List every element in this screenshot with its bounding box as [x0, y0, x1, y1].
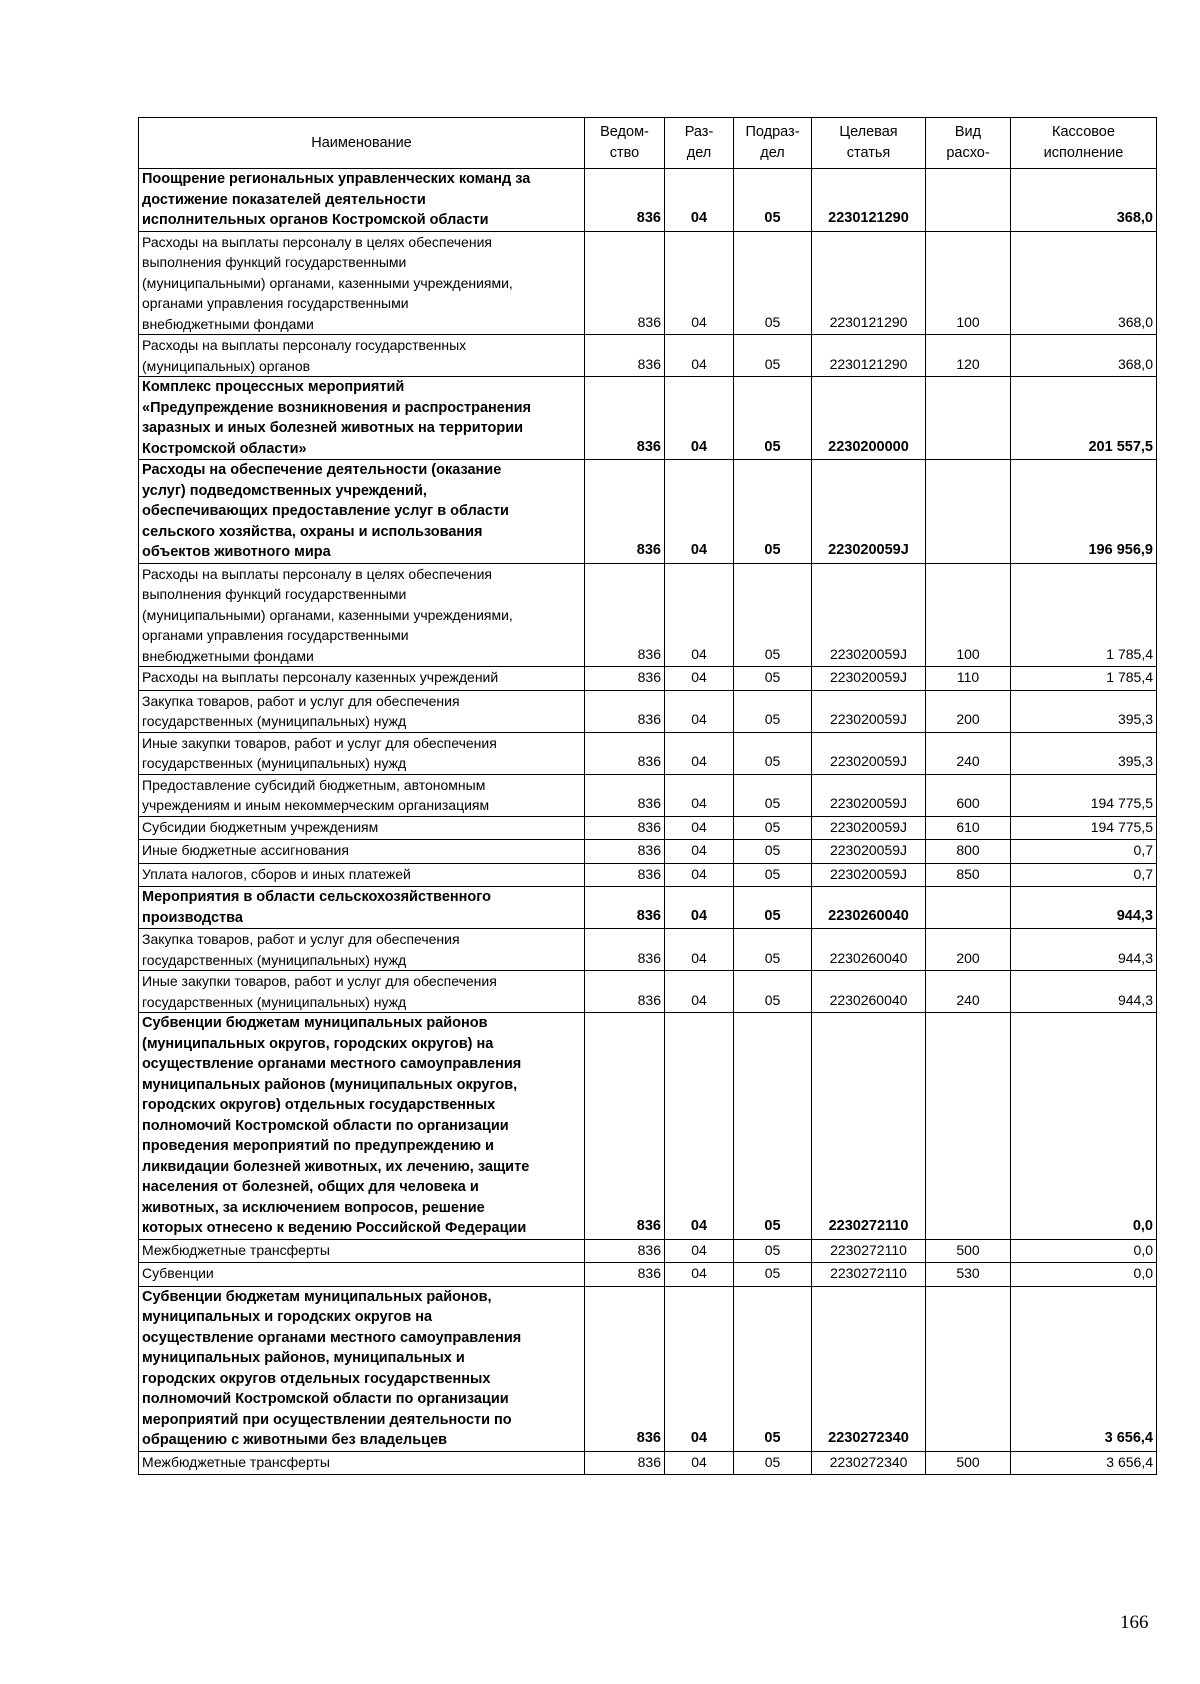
cell-name: Субсидии бюджетным учреждениям	[139, 816, 585, 840]
cell-vedomstvo: 836	[585, 887, 665, 929]
cell-vedomstvo: 836	[585, 971, 665, 1013]
cell-podrazdel: 05	[734, 1239, 812, 1263]
cell-vedomstvo: 836	[585, 169, 665, 232]
page-number: 166	[1120, 1612, 1149, 1633]
cell-celevaya-statya: 223020059J	[812, 816, 926, 840]
cell-podrazdel: 05	[734, 563, 812, 667]
cell-vid-rashodov	[926, 169, 1011, 232]
cell-vedomstvo: 836	[585, 840, 665, 864]
cell-podrazdel: 05	[734, 460, 812, 564]
cell-podrazdel: 05	[734, 774, 812, 816]
table-row	[139, 377, 1157, 460]
cell-celevaya-statya: 2230121290	[812, 335, 926, 377]
cell-name: Иные закупки товаров, работ и услуг для обеспечения государственных (муниципальных) нужд	[139, 971, 585, 1013]
cell-kassovoe-ispolnenie: 0,7	[1011, 863, 1157, 887]
cell-vedomstvo: 836	[585, 1013, 665, 1240]
cell-kassovoe-ispolnenie: 0,7	[1011, 840, 1157, 864]
cell-vedomstvo: 836	[585, 774, 665, 816]
table-row	[139, 1451, 1157, 1475]
cell-razdel: 04	[665, 887, 734, 929]
cell-vid-rashodov: 850	[926, 863, 1011, 887]
cell-podrazdel: 05	[734, 816, 812, 840]
cell-vid-rashodov: 110	[926, 667, 1011, 691]
cell-vid-rashodov	[926, 460, 1011, 564]
cell-name: Субвенции	[139, 1263, 585, 1287]
cell-vid-rashodov: 240	[926, 971, 1011, 1013]
cell-vid-rashodov: 200	[926, 929, 1011, 971]
cell-razdel: 04	[665, 667, 734, 691]
cell-podrazdel: 05	[734, 690, 812, 732]
cell-name: Расходы на выплаты персоналу государственных (муниципальных) органов	[139, 335, 585, 377]
table-row	[139, 887, 1157, 929]
cell-vedomstvo: 836	[585, 732, 665, 774]
table-row	[139, 667, 1157, 691]
cell-celevaya-statya: 2230272340	[812, 1286, 926, 1451]
cell-kassovoe-ispolnenie: 944,3	[1011, 929, 1157, 971]
cell-kassovoe-ispolnenie: 368,0	[1011, 169, 1157, 232]
cell-razdel: 04	[665, 1013, 734, 1240]
cell-name: Субвенции бюджетам муниципальных районов, муниципальных и городских округов на осуществление органами местного самоуправления муниципальных районов, муниципальных и городских округов отдельных государственных полномочий Костромской области по организации мероприятий при осуществлении деятельности по обращению с животными без владельцев	[139, 1286, 585, 1451]
table-row	[139, 231, 1157, 335]
cell-vedomstvo: 836	[585, 231, 665, 335]
cell-podrazdel: 05	[734, 1263, 812, 1287]
cell-name: Мероприятия в области сельскохозяйственного производства	[139, 887, 585, 929]
cell-vedomstvo: 836	[585, 1286, 665, 1451]
cell-kassovoe-ispolnenie: 3 656,4	[1011, 1451, 1157, 1475]
cell-vid-rashodov: 120	[926, 335, 1011, 377]
cell-celevaya-statya: 223020059J	[812, 863, 926, 887]
cell-kassovoe-ispolnenie: 944,3	[1011, 971, 1157, 1013]
cell-razdel: 04	[665, 231, 734, 335]
cell-vid-rashodov: 100	[926, 563, 1011, 667]
table-row	[139, 840, 1157, 864]
cell-podrazdel: 05	[734, 971, 812, 1013]
cell-celevaya-statya: 2230272110	[812, 1239, 926, 1263]
cell-vid-rashodov: 240	[926, 732, 1011, 774]
cell-vedomstvo: 836	[585, 929, 665, 971]
cell-podrazdel: 05	[734, 863, 812, 887]
cell-celevaya-statya: 223020059J	[812, 774, 926, 816]
cell-razdel: 04	[665, 1239, 734, 1263]
table-row	[139, 1286, 1157, 1451]
cell-name: Межбюджетные трансферты	[139, 1239, 585, 1263]
table-row	[139, 774, 1157, 816]
cell-kassovoe-ispolnenie: 194 775,5	[1011, 816, 1157, 840]
cell-podrazdel: 05	[734, 1451, 812, 1475]
cell-vedomstvo: 836	[585, 1263, 665, 1287]
table-row	[139, 816, 1157, 840]
cell-name: Поощрение региональных управленческих команд за достижение показателей деятельности исполнительных органов Костромской области	[139, 169, 585, 232]
table-row	[139, 690, 1157, 732]
cell-razdel: 04	[665, 377, 734, 460]
cell-name: Расходы на обеспечение деятельности (оказание услуг) подведомственных учреждений, обеспечивающих предоставление услуг в области сельского хозяйства, охраны и использования объектов животного мира	[139, 460, 585, 564]
cell-kassovoe-ispolnenie: 194 775,5	[1011, 774, 1157, 816]
cell-celevaya-statya: 223020059J	[812, 840, 926, 864]
cell-vid-rashodov	[926, 1013, 1011, 1240]
cell-podrazdel: 05	[734, 231, 812, 335]
cell-vid-rashodov	[926, 1286, 1011, 1451]
cell-celevaya-statya: 2230272110	[812, 1263, 926, 1287]
cell-podrazdel: 05	[734, 169, 812, 232]
cell-vid-rashodov: 500	[926, 1451, 1011, 1475]
cell-kassovoe-ispolnenie: 0,0	[1011, 1263, 1157, 1287]
header-vedomstvo: Ведом- ство	[585, 118, 665, 169]
cell-razdel: 04	[665, 816, 734, 840]
cell-vedomstvo: 836	[585, 563, 665, 667]
cell-podrazdel: 05	[734, 929, 812, 971]
cell-razdel: 04	[665, 335, 734, 377]
table-body	[139, 169, 1157, 1475]
cell-podrazdel: 05	[734, 667, 812, 691]
cell-name: Расходы на выплаты персоналу казенных учреждений	[139, 667, 585, 691]
table-row	[139, 335, 1157, 377]
table-row	[139, 1013, 1157, 1240]
cell-podrazdel: 05	[734, 732, 812, 774]
table-row	[139, 169, 1157, 232]
table-header-row	[139, 118, 1157, 169]
cell-vedomstvo: 836	[585, 667, 665, 691]
cell-kassovoe-ispolnenie: 1 785,4	[1011, 667, 1157, 691]
cell-vid-rashodov	[926, 377, 1011, 460]
cell-vedomstvo: 836	[585, 1239, 665, 1263]
cell-name: Закупка товаров, работ и услуг для обеспечения государственных (муниципальных) нужд	[139, 690, 585, 732]
cell-podrazdel: 05	[734, 1286, 812, 1451]
header-razdel: Раз- дел	[665, 118, 734, 169]
table-row	[139, 1263, 1157, 1287]
table-row	[139, 460, 1157, 564]
cell-podrazdel: 05	[734, 1013, 812, 1240]
cell-vid-rashodov: 530	[926, 1263, 1011, 1287]
cell-razdel: 04	[665, 1286, 734, 1451]
cell-kassovoe-ispolnenie: 395,3	[1011, 732, 1157, 774]
cell-razdel: 04	[665, 929, 734, 971]
cell-name: Уплата налогов, сборов и иных платежей	[139, 863, 585, 887]
cell-name: Расходы на выплаты персоналу в целях обеспечения выполнения функций государственными (муниципальными) органами, казенными учреждениями, органами управления государственными внебюджетными фондами	[139, 231, 585, 335]
cell-kassovoe-ispolnenie: 944,3	[1011, 887, 1157, 929]
cell-vedomstvo: 836	[585, 460, 665, 564]
cell-podrazdel: 05	[734, 335, 812, 377]
cell-celevaya-statya: 2230260040	[812, 971, 926, 1013]
cell-name: Закупка товаров, работ и услуг для обеспечения государственных (муниципальных) нужд	[139, 929, 585, 971]
cell-kassovoe-ispolnenie: 368,0	[1011, 231, 1157, 335]
cell-razdel: 04	[665, 690, 734, 732]
cell-celevaya-statya: 2230272340	[812, 1451, 926, 1475]
table-row	[139, 971, 1157, 1013]
cell-celevaya-statya: 223020059J	[812, 460, 926, 564]
cell-celevaya-statya: 2230260040	[812, 929, 926, 971]
header-kassovoe-ispolnenie: Кассовое исполнение	[1011, 118, 1157, 169]
header-podrazdel: Подраз- дел	[734, 118, 812, 169]
cell-name: Межбюджетные трансферты	[139, 1451, 585, 1475]
cell-celevaya-statya: 2230272110	[812, 1013, 926, 1240]
cell-vid-rashodov: 500	[926, 1239, 1011, 1263]
cell-name: Иные закупки товаров, работ и услуг для обеспечения государственных (муниципальных) нужд	[139, 732, 585, 774]
cell-name: Субвенции бюджетам муниципальных районов (муниципальных округов, городских округов) на осуществление органами местного самоуправления муниципальных районов (муниципальных округов, городских округов) отдельных государственных полномочий Костромской области по организации проведения мероприятий по предупреждению и ликвидации болезней животных, их лечению, защите населения от болезней, общих для человека и животных, за исключением вопросов, решение которых отнесено к ведению Российской Федерации	[139, 1013, 585, 1240]
cell-vid-rashodov	[926, 887, 1011, 929]
cell-podrazdel: 05	[734, 840, 812, 864]
cell-vedomstvo: 836	[585, 863, 665, 887]
table-row	[139, 732, 1157, 774]
cell-kassovoe-ispolnenie: 368,0	[1011, 335, 1157, 377]
cell-celevaya-statya: 2230121290	[812, 169, 926, 232]
cell-razdel: 04	[665, 840, 734, 864]
cell-kassovoe-ispolnenie: 0,0	[1011, 1239, 1157, 1263]
cell-vedomstvo: 836	[585, 690, 665, 732]
cell-razdel: 04	[665, 563, 734, 667]
cell-celevaya-statya: 223020059J	[812, 563, 926, 667]
cell-name: Расходы на выплаты персоналу в целях обеспечения выполнения функций государственными (муниципальными) органами, казенными учреждениями, органами управления государственными внебюджетными фондами	[139, 563, 585, 667]
header-vid-rashodov: Вид расхо-	[926, 118, 1011, 169]
table-row	[139, 563, 1157, 667]
table-row	[139, 863, 1157, 887]
cell-razdel: 04	[665, 732, 734, 774]
header-celevaya-statya: Целевая статья	[812, 118, 926, 169]
cell-celevaya-statya: 2230260040	[812, 887, 926, 929]
cell-name: Комплекс процессных мероприятий «Предупреждение возникновения и распространения заразных и иных болезней животных на территории Костромской области»	[139, 377, 585, 460]
cell-vid-rashodov: 800	[926, 840, 1011, 864]
cell-celevaya-statya: 223020059J	[812, 667, 926, 691]
cell-vid-rashodov: 610	[926, 816, 1011, 840]
cell-name: Иные бюджетные ассигнования	[139, 840, 585, 864]
cell-celevaya-statya: 2230200000	[812, 377, 926, 460]
cell-celevaya-statya: 223020059J	[812, 732, 926, 774]
header-name: Наименование	[139, 118, 585, 169]
cell-vedomstvo: 836	[585, 335, 665, 377]
cell-celevaya-statya: 2230121290	[812, 231, 926, 335]
cell-celevaya-statya: 223020059J	[812, 690, 926, 732]
cell-razdel: 04	[665, 774, 734, 816]
cell-vid-rashodov: 600	[926, 774, 1011, 816]
cell-kassovoe-ispolnenie: 0,0	[1011, 1013, 1157, 1240]
cell-vedomstvo: 836	[585, 816, 665, 840]
table-row	[139, 1239, 1157, 1263]
cell-razdel: 04	[665, 1263, 734, 1287]
cell-name: Предоставление субсидий бюджетным, автономным учреждениям и иным некоммерческим организациям	[139, 774, 585, 816]
cell-razdel: 04	[665, 169, 734, 232]
budget-execution-table	[138, 117, 1157, 1475]
cell-vid-rashodov: 100	[926, 231, 1011, 335]
cell-kassovoe-ispolnenie: 395,3	[1011, 690, 1157, 732]
cell-kassovoe-ispolnenie: 201 557,5	[1011, 377, 1157, 460]
cell-podrazdel: 05	[734, 887, 812, 929]
cell-razdel: 04	[665, 863, 734, 887]
cell-kassovoe-ispolnenie: 1 785,4	[1011, 563, 1157, 667]
cell-podrazdel: 05	[734, 377, 812, 460]
cell-kassovoe-ispolnenie: 3 656,4	[1011, 1286, 1157, 1451]
cell-vedomstvo: 836	[585, 1451, 665, 1475]
cell-kassovoe-ispolnenie: 196 956,9	[1011, 460, 1157, 564]
cell-vedomstvo: 836	[585, 377, 665, 460]
cell-razdel: 04	[665, 971, 734, 1013]
cell-razdel: 04	[665, 1451, 734, 1475]
cell-vid-rashodov: 200	[926, 690, 1011, 732]
cell-razdel: 04	[665, 460, 734, 564]
table-row	[139, 929, 1157, 971]
